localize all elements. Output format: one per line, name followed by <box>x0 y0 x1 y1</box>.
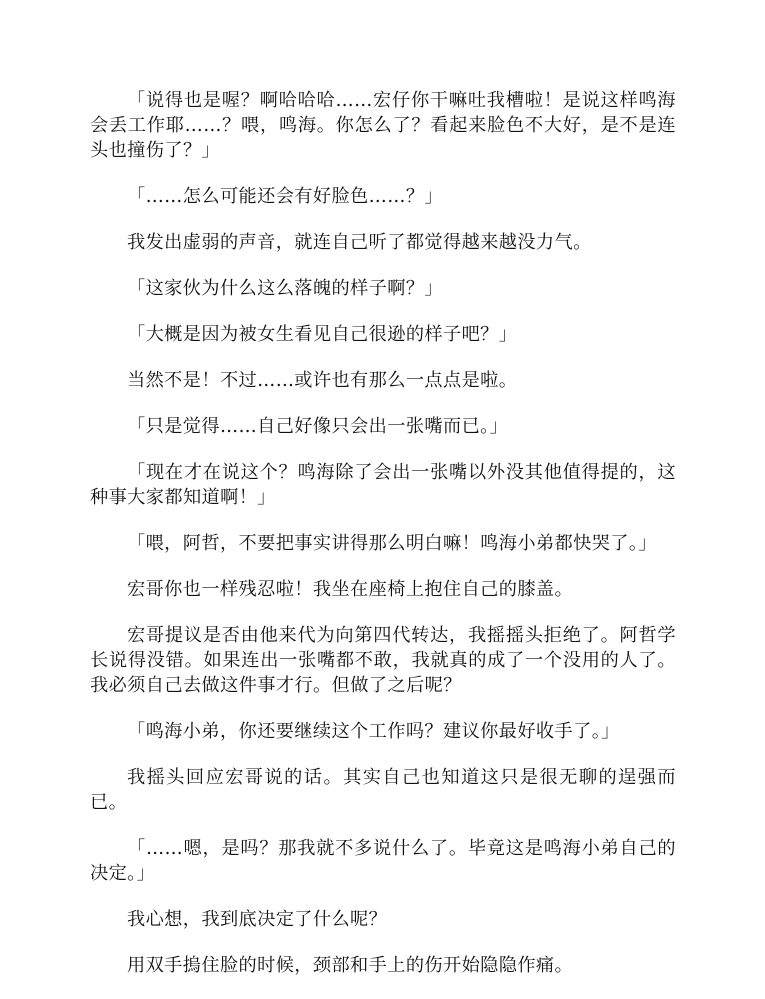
paragraph-11: 宏哥提议是否由他来代为向第四代转达，我摇摇头拒绝了。阿哲学长说得没错。如果连出一张嘴都不敢，我就真的成了一个没用的人了。我必须自己去做这件事才行。但做了之后呢？ <box>90 625 676 696</box>
paragraph-2: 「……怎么可能还会有好脸色……？」 <box>127 186 443 207</box>
paragraph-4: 「这家伙为什么这么落魄的样子啊？」 <box>127 278 443 299</box>
paragraph-6: 当然不是！不过……或许也有那么一点点是啦。 <box>127 370 518 391</box>
paragraph-15: 我心想，我到底决定了什么呢？ <box>127 909 388 930</box>
paragraph-9: 「喂，阿哲，不要把事实讲得那么明白嘛！鸣海小弟都快哭了。」 <box>127 533 657 554</box>
paragraph-8: 「现在才在说这个？鸣海除了会出一张嘴以外没其他值得提的，这种事大家都知道啊！」 <box>90 462 676 508</box>
paragraph-16: 用双手摀住脸的时候，颈部和手上的伤开始隐隐作痛。 <box>127 955 574 976</box>
paragraph-13: 我摇头回应宏哥说的话。其实自己也知道这只是很无聊的逞强而已。 <box>90 767 676 813</box>
document-page <box>90 88 676 999</box>
paragraph-5: 「大概是因为被女生看见自己很逊的样子吧？」 <box>127 324 518 345</box>
paragraph-12: 「鸣海小弟，你还要继续这个工作吗？建议你最好收手了。」 <box>127 721 620 742</box>
paragraph-7: 「只是觉得……自己好像只会出一张嘴而已。」 <box>127 416 509 437</box>
paragraph-3: 我发出虚弱的声音，就连自己听了都觉得越来越没力气。 <box>127 232 592 253</box>
paragraph-14: 「……嗯，是吗？那我就不多说什么了。毕竟这是鸣海小弟自己的决定。」 <box>90 838 676 884</box>
paragraph-1: 「说得也是喔？啊哈哈哈……宏仔你干嘛吐我槽啦！是说这样鸣海会丢工作耶……？喂，鸣海。你怎么了？看起来脸色不大好，是不是连头也撞伤了？」 <box>90 90 676 161</box>
paragraph-10: 宏哥你也一样残忍啦！我坐在座椅上抱住自己的膝盖。 <box>127 579 574 600</box>
